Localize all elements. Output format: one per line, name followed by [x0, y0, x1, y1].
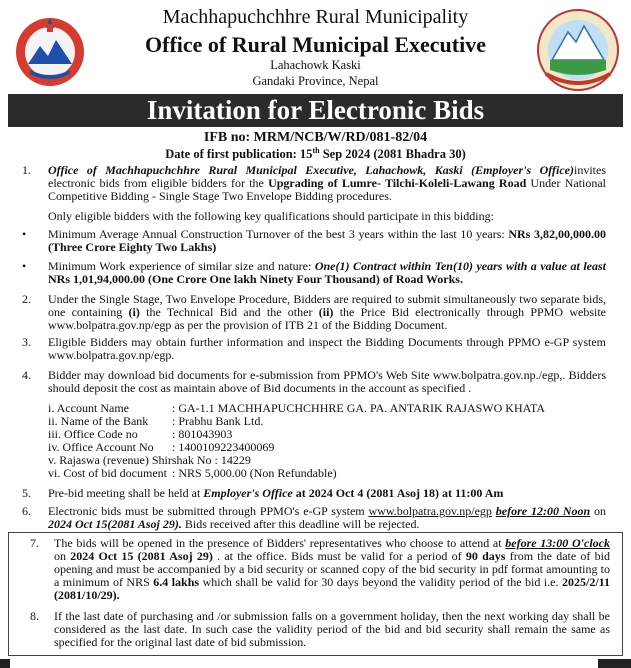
account-row: v. Rajaswa (revenue) Shirshak No : 14229	[48, 453, 251, 467]
footer-mark	[0, 659, 10, 668]
bullet-icon: •	[22, 227, 27, 241]
office-name: Office of Rural Municipal Executive	[145, 32, 486, 57]
experience-requirement: Minimum Work experience of similar size and nature: One(1) Contract within Ten(10) years with a value at least NRs 1,01,94,000.00 (One Crore One lakh Ninety Four Thousand) of Road Works.	[48, 259, 606, 286]
item-8-text: If the last date of purchasing and /or submission falls on a government holiday, then the next working day shall be considered as the last date. In such case the validity period of the bid and bid security shall remain the same as specified for the original last date of bid submission.	[54, 609, 610, 649]
item-7-text: The bids will be opened in the presence of Bidders' representatives who choose to attend at before 13:00 O'clock on 2024 Oct 15 (2081 Asoj 29) . at the office. Bids must be valid for a period of 90 days from the date of bid opening and must be accompanied by a bid security or scanned copy of the bid security in pdf format amounting to a minimum of NRS 6.4 lakhs which shall be valid for 30 days beyond the validity period of the bid i.e. 2025/2/11 (2081/10/29).	[54, 536, 611, 602]
item-number: 1.	[22, 163, 31, 177]
item-2-text: Under the Single Stage, Two Envelope Procedure, Bidders are required to submit simultaneously two separate bids, one containing (i) the Technical Bid and the other (ii) the Price Bid electronically through PPMO website www.bolpatra.gov.np/egp as per the provision of ITB 21 of the Bidding Document.	[48, 292, 606, 332]
publication-date: Date of first publication: 15th Sep 2024 (2081 Bhadra 30)	[165, 146, 466, 162]
ifb-number: IFB no: MRM/NCB/W/RD/081-82/04	[203, 130, 428, 145]
footer-mark	[598, 659, 631, 668]
item-number: 5.	[22, 486, 31, 500]
municipality-name: Machhapuchchhre Rural Municipality	[162, 6, 469, 28]
item-6-text: Electronic bids must be submitted through PPMO's e-GP system www.bolpatra.gov.np/egp before 12:00 Noon on 2024 Oct 15(2081 Asoj 29). Bids received after this deadline will be rejected.	[48, 504, 607, 531]
bullet-icon: •	[22, 259, 27, 273]
item-5-text: Pre-bid meeting shall be held at Employer's Office at 2024 Oct 4 (2081 Asoj 18) at 11:00 Am	[48, 486, 504, 500]
mountain-seal-emblem-icon	[536, 8, 620, 92]
item-3-text: Eligible Bidders may obtain further information and inspect the Bidding Documents through PPMO e-GP system www.bolpatra.gov.np/egp.	[48, 335, 606, 362]
item-1-text: Office of Machhapuchchhre Rural Municipal Executive, Lahachowk, Kaski (Employer's Office)invites electronic bids from eligible bidders for the Upgrading of Lumre- Tilchi-Koleli-Lawang Road Under National Competitive Bidding - Single Stage Two Envelope Bidding procedures.	[48, 163, 607, 203]
page-title-banner: Invitation for Electronic Bids	[8, 94, 623, 127]
item-number: 6.	[22, 504, 31, 518]
item-number: 2.	[22, 292, 31, 306]
address-line-2: Gandaki Province, Nepal	[252, 74, 379, 88]
turnover-requirement: Minimum Average Annual Construction Turnover of the best 3 years within the last 10 years: NRs 3,82,00,000.00 (Three Crore Eighty Two Lakhs)	[48, 227, 606, 254]
item-number: 7.	[30, 536, 39, 550]
item-number: 4.	[22, 368, 31, 382]
account-row: ii. Name of the Bank : Prabhu Bank Ltd.	[48, 414, 264, 428]
address-line-1: Lahachowk Kaski	[270, 58, 361, 72]
account-row: i. Account Name : GA-1.1 MACHHAPUCHCHHRE GA. PA. ANTARIK RAJASWO KHATA	[48, 401, 546, 415]
item-number: 8.	[30, 609, 39, 623]
item-4-text: Bidder may download bid documents for e-submission from PPMO's Web Site www.bolpatra.gov.np./egp,. Bidders should deposit the cost as maintain above of Bid documents in the account as specified .	[48, 368, 606, 395]
letterhead	[0, 0, 631, 96]
item-number: 3.	[22, 335, 31, 349]
account-row: iv. Office Account No : 1400109223400069	[48, 440, 275, 454]
account-row: iii. Office Code no : 801043903	[48, 427, 233, 441]
account-row: vi. Cost of bid document : NRS 5,000.00 (Non Refundable)	[48, 466, 337, 480]
eligibility-intro: Only eligible bidders with the following key qualifications should participate in this bidding:	[48, 209, 494, 223]
